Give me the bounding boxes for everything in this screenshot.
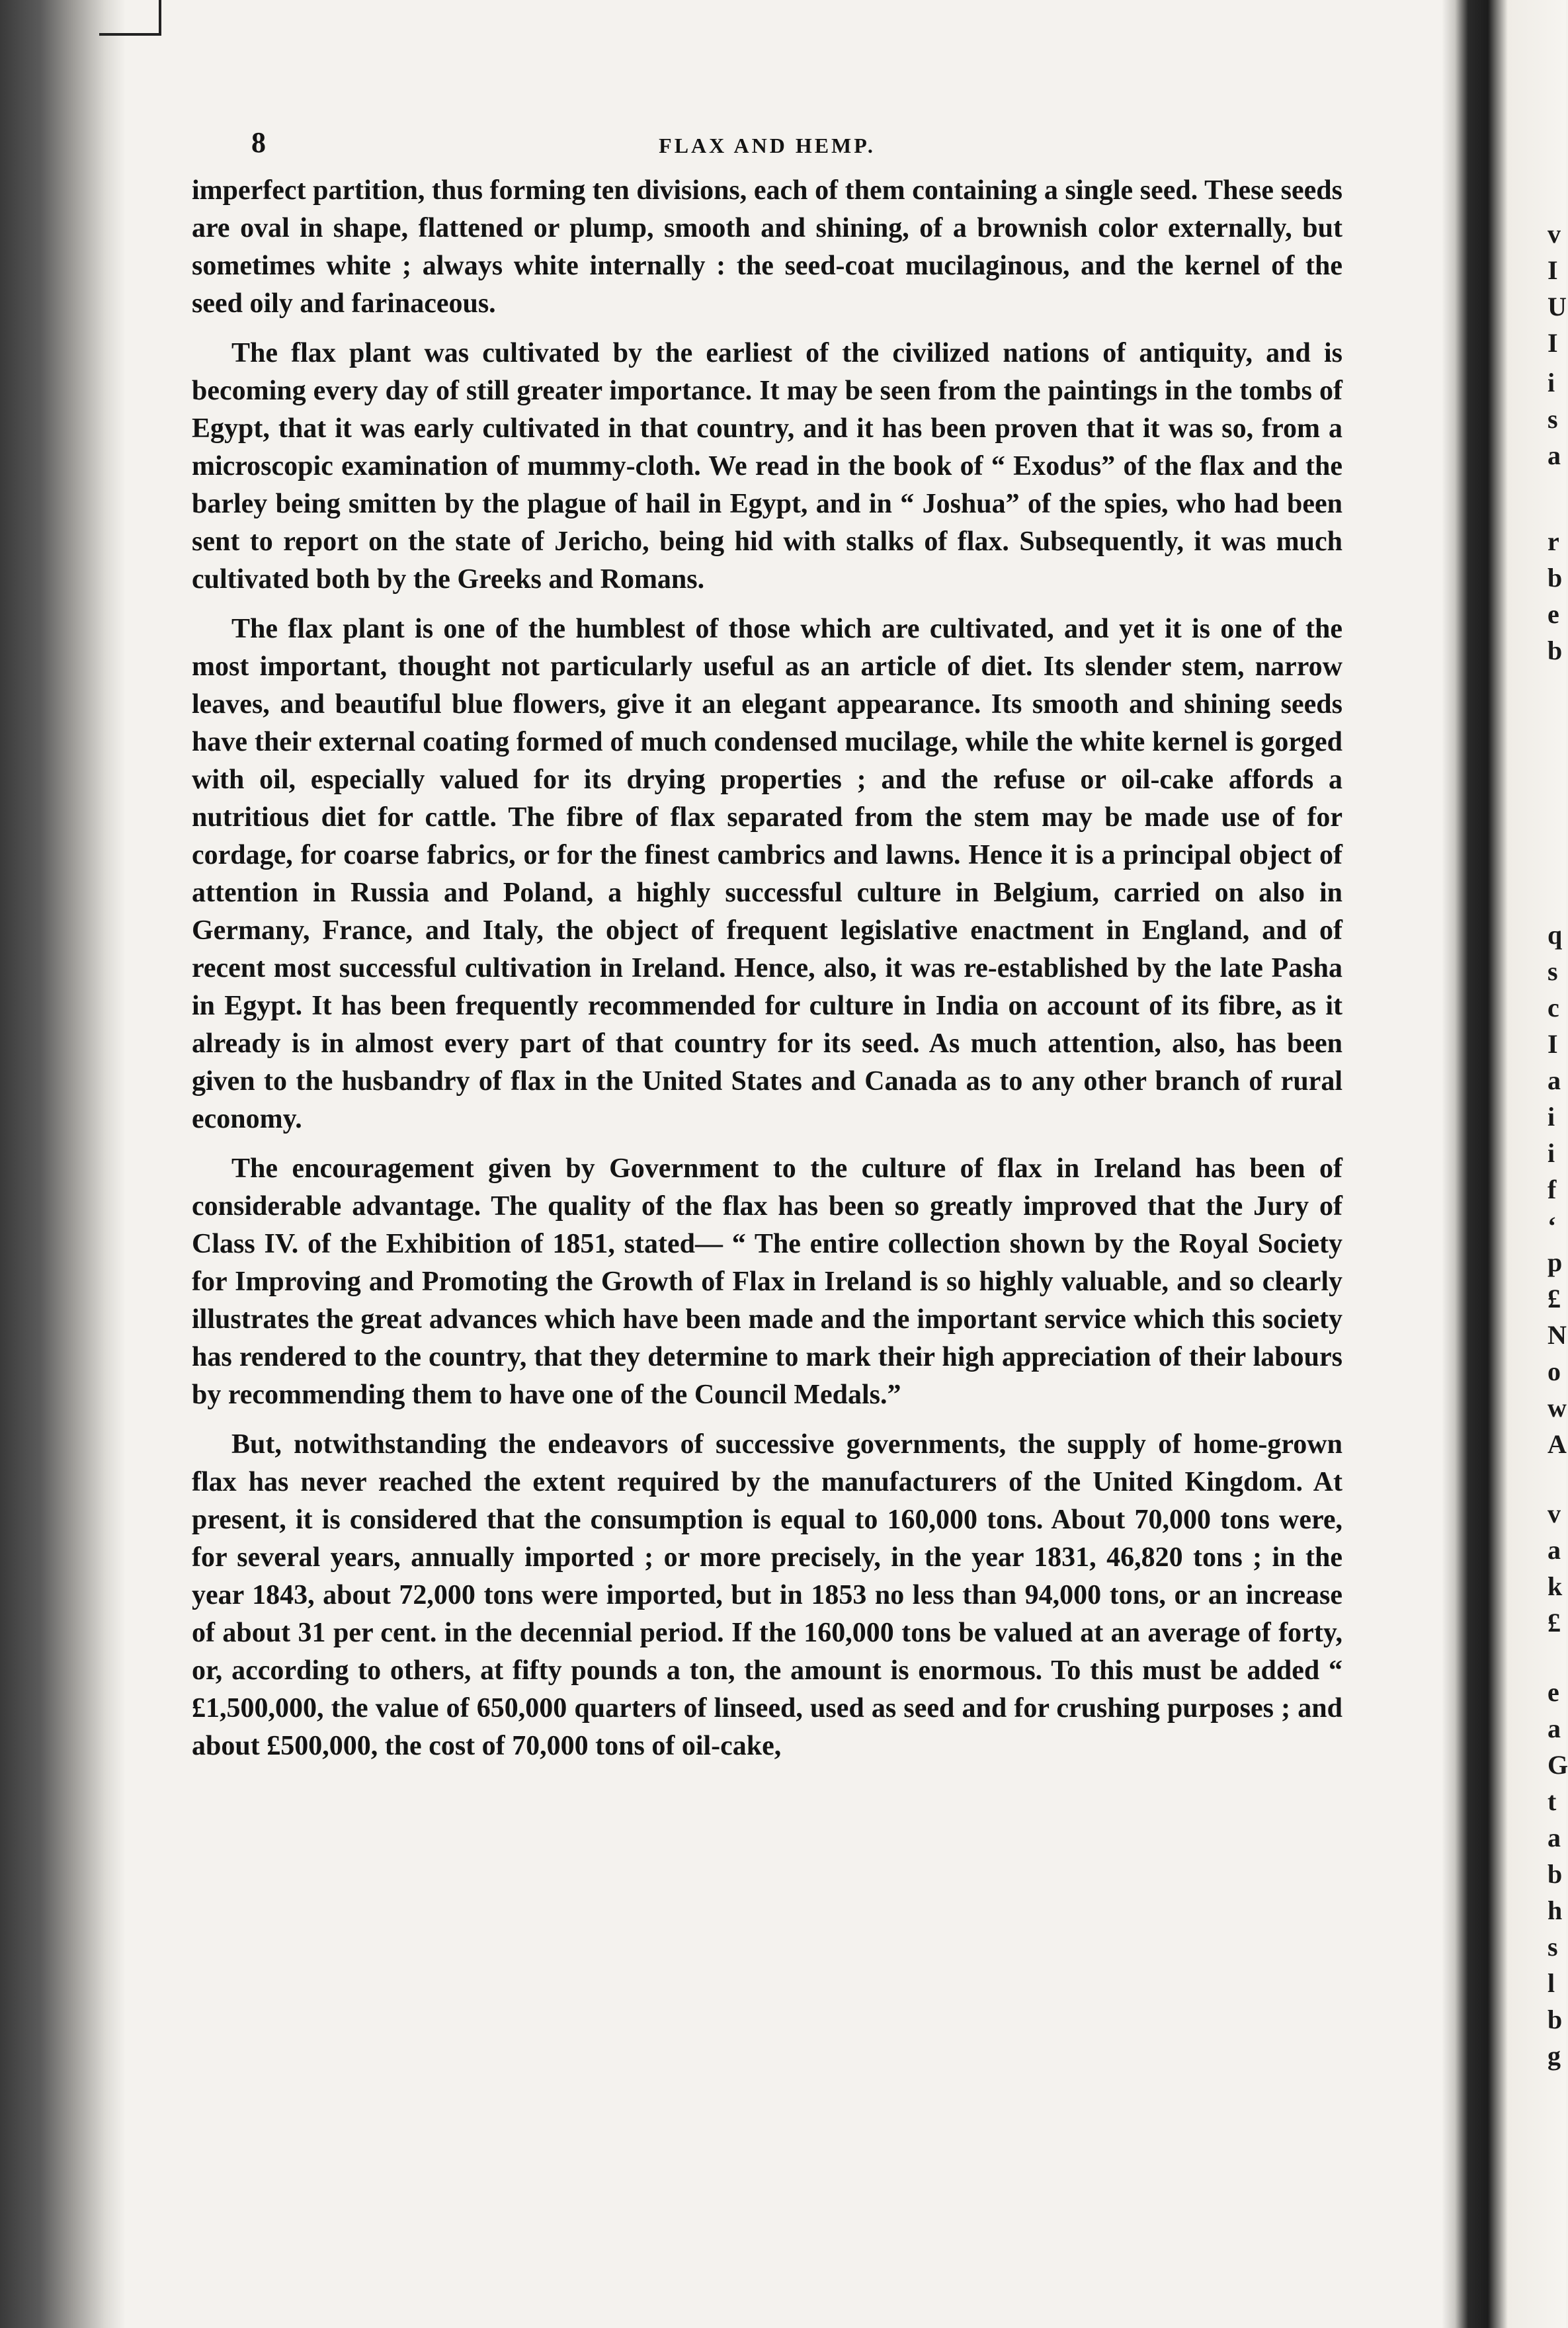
edge-letter: l xyxy=(1547,1968,1555,1998)
edge-letter: p xyxy=(1547,1247,1563,1277)
edge-letter: a xyxy=(1547,1823,1561,1852)
edge-letter: I xyxy=(1547,255,1558,285)
edge-letter: b xyxy=(1547,636,1563,665)
edge-letter: g xyxy=(1547,2041,1561,2071)
edge-letter: I xyxy=(1547,328,1558,358)
edge-letter: v xyxy=(1547,219,1561,249)
edge-letter: e xyxy=(1547,599,1559,629)
edge-letter: o xyxy=(1547,1356,1561,1386)
edge-letter: t xyxy=(1547,1786,1557,1816)
edge-letter: a xyxy=(1547,1714,1561,1743)
body-text xyxy=(192,172,1342,1765)
page-content xyxy=(192,119,1342,1777)
page-number: 8 xyxy=(251,126,266,159)
paragraph-2: The flax plant was cultivated by the earliest of the civilized nations of antiquity, and is becoming every day of still greater importance. It may be seen from the paintings in the tombs of Egypt, that it was early cultivated in that country, and it has been proven that it was so, from a microscopic examination of mummy-cloth. We read in the book of “ Exodus” of the flax and the barley being smitten by the plague of hail in Egypt, and in “ Joshua” of the spies, who had been sent to report on the state of Jericho, being hid with stalks of flax. Subsequently, it was much cultivated both by the Greeks and Romans. xyxy=(192,338,1342,595)
edge-letter: r xyxy=(1547,526,1559,556)
edge-letter: £ xyxy=(1547,1284,1561,1313)
edge-letter: v xyxy=(1547,1499,1561,1528)
edge-letter: £ xyxy=(1547,1608,1561,1638)
edge-letter: f xyxy=(1547,1175,1557,1204)
edge-letter: c xyxy=(1547,993,1559,1022)
edge-letter: I xyxy=(1547,1029,1558,1059)
edge-letter: a xyxy=(1547,1535,1561,1565)
edge-letter: q xyxy=(1547,920,1563,950)
page-corner-mark xyxy=(99,0,161,36)
paragraph-5: But, notwithstanding the endeavors of successive governments, the supply of home-grown flax has never reached the extent required by the manufacturers of the United Kingdom. At present, it is considered that the consumption is equal to 160,000 tons. About 70,000 tons were, for several years, annually imported ; or more precisely, in the year 1831, 46,820 tons ; in the year 1843, about 72,000 tons were imported, but in 1853 no less than 94,000 tons, or an increase of about 31 per cent. in the decennial period. If the 160,000 tons be valued at an average of forty, or, according to others, at fifty pounds a ton, the amount is enormous. To this must be added “ £1,500,000, the value of 650,000 quarters of linseed, used as seed and for crushing purposes ; and about £500,000, the cost of 70,000 tons of oil-cake, xyxy=(192,1429,1342,1761)
edge-letter: e xyxy=(1547,1677,1559,1707)
edge-letter: i xyxy=(1547,1102,1555,1132)
edge-letter: h xyxy=(1547,1895,1563,1925)
edge-letter: k xyxy=(1547,1571,1563,1601)
edge-letter: i xyxy=(1547,1138,1555,1168)
edge-letter: A xyxy=(1547,1429,1567,1459)
edge-letter: ‘ xyxy=(1547,1211,1557,1241)
edge-letter: s xyxy=(1547,956,1558,986)
edge-letter: s xyxy=(1547,1932,1558,1962)
edge-letter: i xyxy=(1547,368,1555,397)
edge-letter: w xyxy=(1547,1393,1567,1423)
paragraph-1: imperfect partition, thus forming ten divisions, each of them containing a single seed. These seeds are oval in shape, flattened or plump, smooth and shining, of a brownish color externally, but sometimes white ; always white internally : the seed-coat mucilaginous, and the kernel of the seed oily and farinaceous. xyxy=(192,175,1342,319)
edge-letter: U xyxy=(1547,292,1567,321)
edge-letter: b xyxy=(1547,1859,1563,1889)
left-binding-shadow xyxy=(0,0,126,2328)
paragraph-3: The flax plant is one of the humblest of those which are cultivated, and yet it is one of the most important, thought not particularly useful as an article of diet. Its slender stem, narrow leaves, and beautiful blue flowers, give it an elegant appearance. Its smooth and shining seeds have their external coating formed of much condensed mucilage, while the white kernel is gorged with oil, especially valued for its drying properties ; and the refuse or oil-cake affords a nutritious diet for cattle. The fibre of flax separated from the stem may be made use of for cordage, for coarse fabrics, or for the finest cambrics and lawns. Hence it is a principal object of attention in Russia and Poland, a highly successful culture in Belgium, carried on also in Germany, France, and Italy, the object of frequent legislative enactment in England, and of recent most successful cultivation in Ireland. Hence, also, it was re-established by the late Pasha in Egypt. It has been frequently recommended for culture in India on account of its fibre, as it already is in almost every part of that country for its seed. As much attention, also, has been given to the husbandry of flax in the United States and Canada as to any other branch of rural economy. xyxy=(192,614,1342,1134)
edge-letter: G xyxy=(1547,1750,1568,1780)
running-head: FLAX AND HEMP. xyxy=(659,134,876,157)
edge-letter: a xyxy=(1547,440,1561,470)
edge-letter: N xyxy=(1547,1320,1567,1350)
edge-letter: s xyxy=(1547,404,1558,434)
paragraph-4: The encouragement given by Government to the culture of flax in Ireland has been of considerable advantage. The quality of the flax has been so greatly improved that the Jury of Class IV. of the Exhibition of 1851, stated— “ The entire collection shown by the Royal Society for Improving and Promoting the Growth of Flax in Ireland is so highly valuable, and so clearly illustrates the great advances which have been made and the important service which this society has rendered to the country, that they determine to mark their high appreciation of their labours by recommending them to have one of the Council Medals.” xyxy=(192,1153,1342,1410)
edge-letter: a xyxy=(1547,1065,1561,1095)
edge-letter: b xyxy=(1547,2005,1563,2034)
edge-letter: b xyxy=(1547,563,1563,593)
page-header xyxy=(192,119,1342,172)
